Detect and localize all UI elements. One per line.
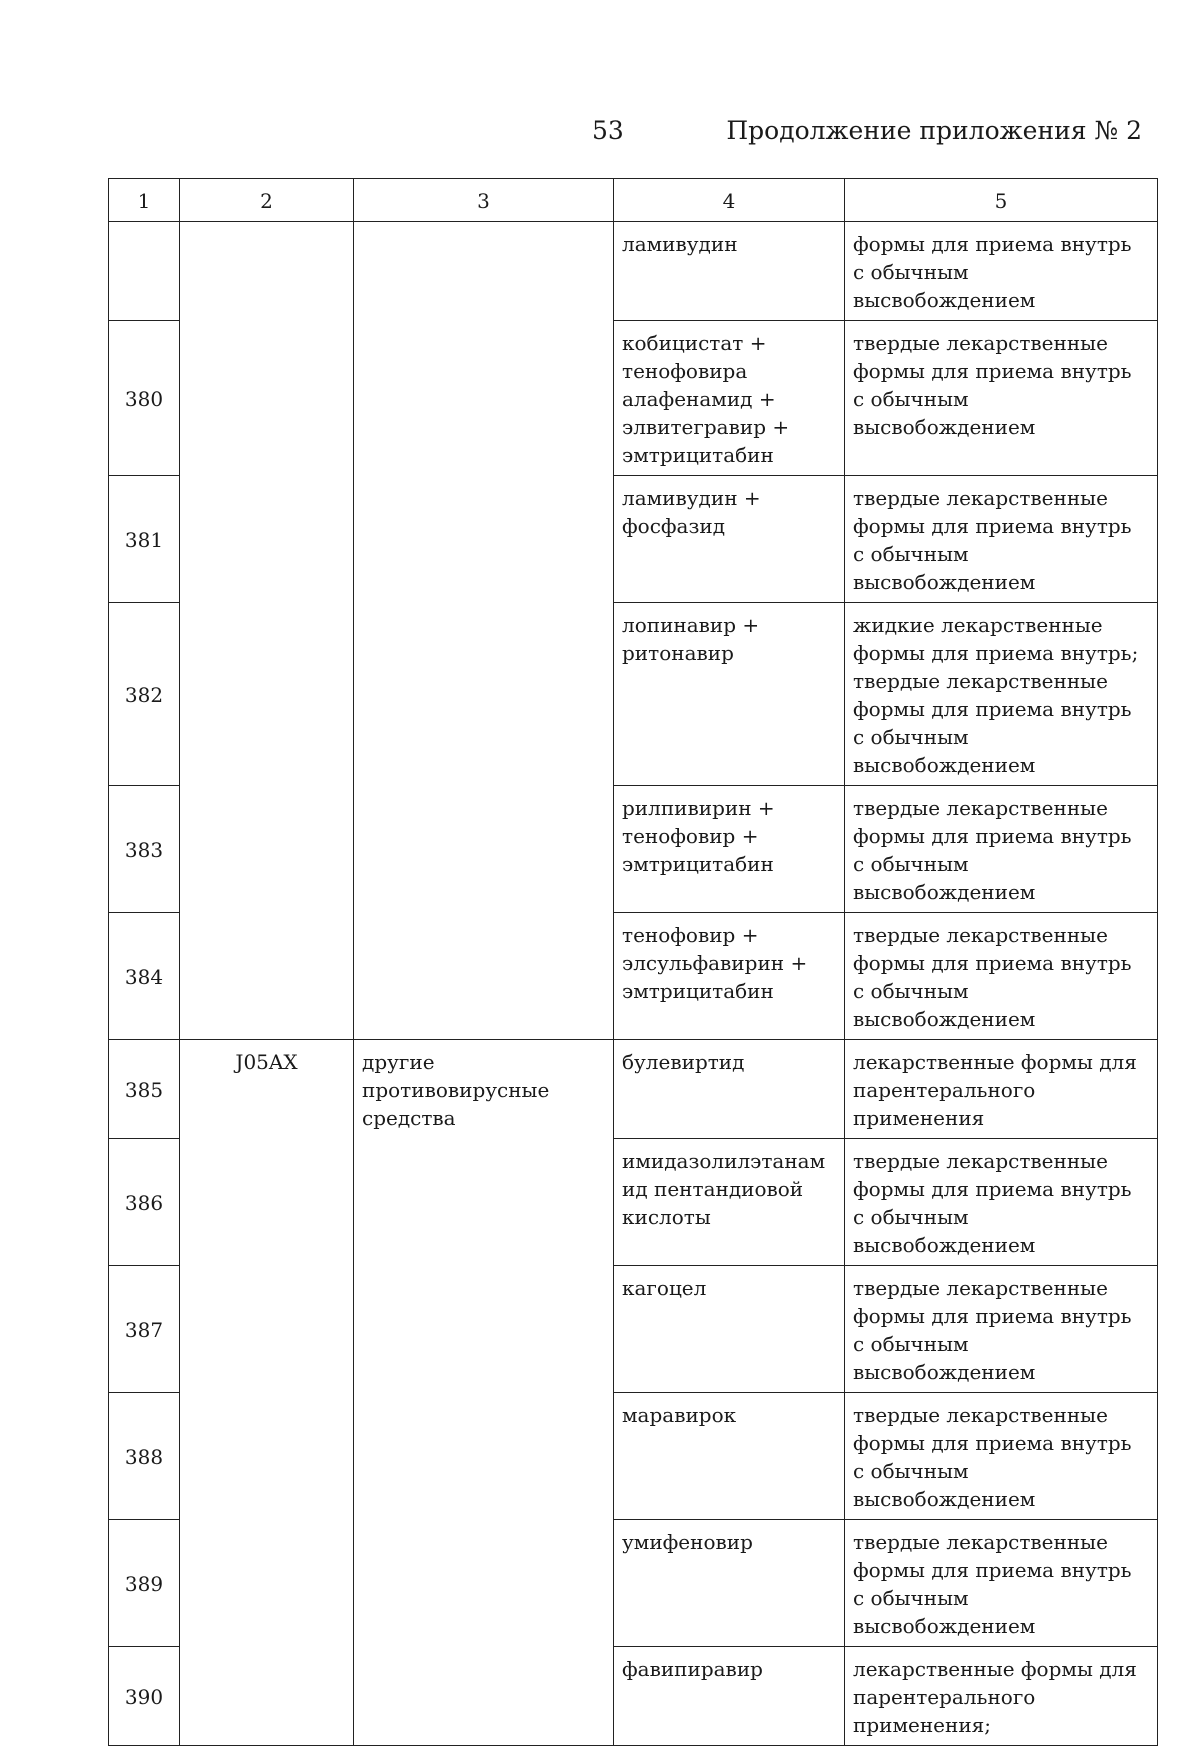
dosage-form: твердые лекарственные формы для приема внутрь с обычным высвобождением <box>845 786 1158 913</box>
column-header: 2 <box>180 179 354 222</box>
row-number: 385 <box>109 1040 180 1139</box>
row-number: 387 <box>109 1266 180 1393</box>
atc-code: J05AX <box>180 1040 354 1746</box>
drug-name: маравирок <box>614 1393 845 1520</box>
dosage-form: твердые лекарственные формы для приема внутрь с обычным высвобождением <box>845 1520 1158 1647</box>
dosage-form: твердые лекарственные формы для приема внутрь с обычным высвобождением <box>845 1393 1158 1520</box>
dosage-form: жидкие лекарственные формы для приема внутрь; твердые лекарственные формы для приема внутрь с обычным высвобождением <box>845 603 1158 786</box>
row-number: 386 <box>109 1139 180 1266</box>
column-header: 3 <box>354 179 614 222</box>
drug-name: умифеновир <box>614 1520 845 1647</box>
drug-name: рилпивирин + тенофовир + эмтрицитабин <box>614 786 845 913</box>
appendix-table <box>108 178 1158 1746</box>
column-header: 1 <box>109 179 180 222</box>
table-row <box>109 222 1158 321</box>
table-row <box>109 1040 1158 1139</box>
row-number: 381 <box>109 476 180 603</box>
dosage-form: твердые лекарственные формы для приема внутрь с обычным высвобождением <box>845 321 1158 476</box>
dosage-form: лекарственные формы для парентерального применения <box>845 1040 1158 1139</box>
page-header <box>0 116 1200 156</box>
row-number: 390 <box>109 1647 180 1746</box>
dosage-form: твердые лекарственные формы для приема внутрь с обычным высвобождением <box>845 913 1158 1040</box>
row-number <box>109 222 180 321</box>
row-number: 388 <box>109 1393 180 1520</box>
column-header: 5 <box>845 179 1158 222</box>
dosage-form: твердые лекарственные формы для приема внутрь с обычным высвобождением <box>845 1266 1158 1393</box>
row-number: 380 <box>109 321 180 476</box>
drug-name: ламивудин <box>614 222 845 321</box>
drug-name: фавипиравир <box>614 1647 845 1746</box>
dosage-form: твердые лекарственные формы для приема внутрь с обычным высвобождением <box>845 1139 1158 1266</box>
group-name: другие противовирусные средства <box>354 1040 614 1746</box>
row-number: 383 <box>109 786 180 913</box>
row-number: 384 <box>109 913 180 1040</box>
drug-name: булевиртид <box>614 1040 845 1139</box>
dosage-form: твердые лекарственные формы для приема внутрь с обычным высвобождением <box>845 476 1158 603</box>
atc-code-cell <box>180 222 354 1040</box>
page-number: 53 <box>592 116 624 145</box>
drug-name: кобицистат + тенофовира алафенамид + элвитегравир + эмтрицитабин <box>614 321 845 476</box>
drug-name: имидазолилэтанамид пентандиовой кислоты <box>614 1139 845 1266</box>
drug-name: тенофовир + элсульфавирин + эмтрицитабин <box>614 913 845 1040</box>
table-header-row <box>109 179 1158 222</box>
appendix-continuation-title: Продолжение приложения № 2 <box>726 116 1142 145</box>
drug-name: кагоцел <box>614 1266 845 1393</box>
drug-name: ламивудин + фосфазид <box>614 476 845 603</box>
row-number: 382 <box>109 603 180 786</box>
row-number: 389 <box>109 1520 180 1647</box>
drug-name: лопинавир + ритонавир <box>614 603 845 786</box>
dosage-form: лекарственные формы для парентерального применения; <box>845 1647 1158 1746</box>
column-header: 4 <box>614 179 845 222</box>
group-name-cell <box>354 222 614 1040</box>
dosage-form: формы для приема внутрь с обычным высвобождением <box>845 222 1158 321</box>
